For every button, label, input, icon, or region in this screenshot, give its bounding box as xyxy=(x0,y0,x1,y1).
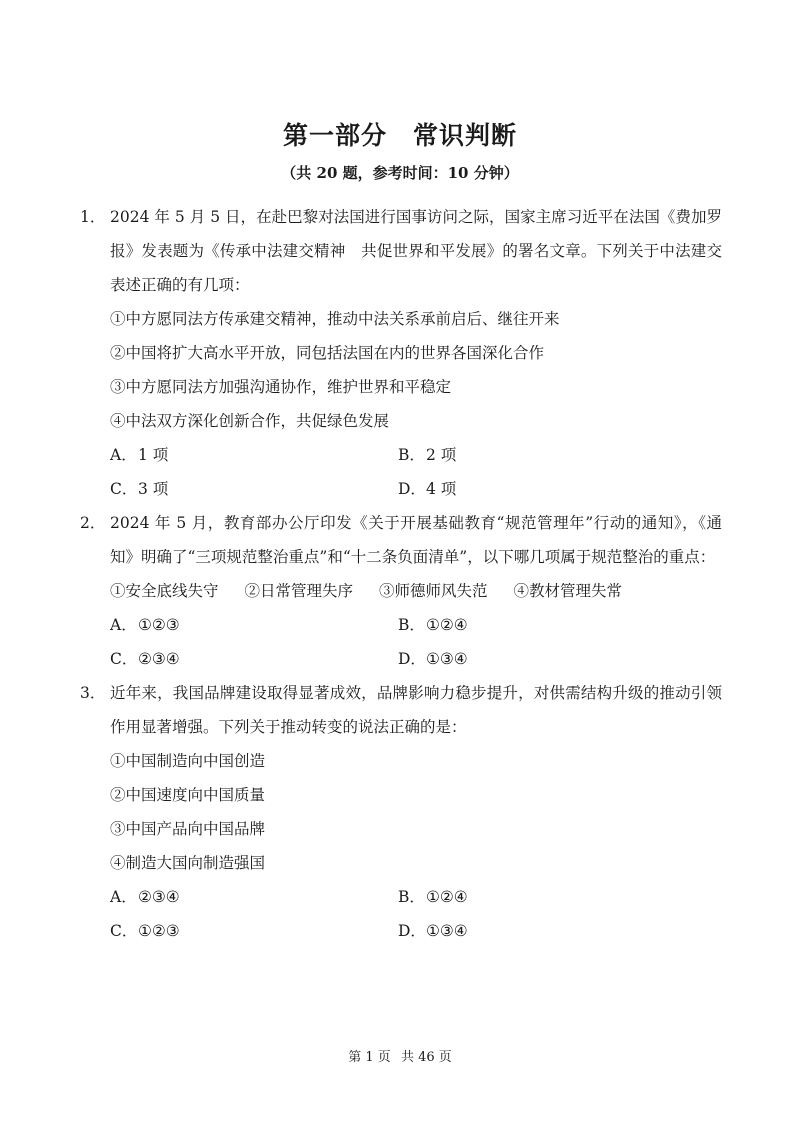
option-letter: A． xyxy=(110,888,137,906)
section-title: 第一部分 常识判断 xyxy=(282,121,517,150)
option-letter: D． xyxy=(398,922,426,940)
option-text: 3 项 xyxy=(138,480,169,498)
question-stem xyxy=(80,200,722,302)
option-text: ①③④ xyxy=(426,650,468,668)
statement-item: ③中方愿同法方加强沟通协作，维护世界和平稳定 xyxy=(110,378,452,396)
option-letter: B． xyxy=(398,446,425,464)
option-a[interactable] xyxy=(110,608,398,642)
option-b[interactable] xyxy=(398,438,686,472)
statement-item: ③中国产品向中国品牌 xyxy=(110,820,266,838)
option-c[interactable] xyxy=(110,642,398,676)
option-d[interactable] xyxy=(398,914,686,948)
option-text: ①②③ xyxy=(138,616,180,634)
statement-item: ④教材管理失常 xyxy=(513,582,623,600)
option-text: ①②④ xyxy=(426,616,468,634)
option-a[interactable] xyxy=(110,438,398,472)
page-total: 共 46 页 xyxy=(400,1050,452,1065)
options-row xyxy=(80,642,722,676)
question-number: 3． xyxy=(80,684,106,702)
options-row xyxy=(80,438,722,472)
option-letter: D． xyxy=(398,650,426,668)
options-row xyxy=(80,880,722,914)
options-row xyxy=(80,472,722,506)
option-text: 2 项 xyxy=(426,446,457,464)
question-number: 2． xyxy=(80,514,106,532)
question-3 xyxy=(80,676,722,948)
option-letter: D． xyxy=(398,480,426,498)
question-number: 1． xyxy=(80,208,106,226)
statement-item: ②中国速度向中国质量 xyxy=(110,786,266,804)
option-text: 1 项 xyxy=(138,446,169,464)
option-letter: B． xyxy=(398,888,425,906)
option-letter: C． xyxy=(110,922,138,940)
page-footer xyxy=(0,1046,800,1065)
question-text: 2024 年 5 月 5 日，在赴巴黎对法国进行国事访问之际，国家主席习近平在法国《费加罗报》发表题为《传承中法建交精神 共促世界和平发展》的署名文章。下列关于中法建交表述正确的有几项： xyxy=(110,208,722,294)
section-subtitle: （共 20 题，参考时间：10 分钟） xyxy=(281,164,519,182)
question-text: 2024 年 5 月，教育部办公厅印发《关于开展基础教育“规范管理年”行动的通知》，《通知》明确了“三项规范整治重点”和“十二条负面清单”，以下哪几项属于规范整治的重点： xyxy=(110,514,722,566)
statement-item: ①中国制造向中国创造 xyxy=(110,752,266,770)
option-d[interactable] xyxy=(398,642,686,676)
option-text: ②③④ xyxy=(138,650,180,668)
question-text: 近年来，我国品牌建设取得显著成效，品牌影响力稳步提升，对供需结构升级的推动引领作用显著增强。下列关于推动转变的说法正确的是： xyxy=(110,684,722,736)
option-text: 4 项 xyxy=(426,480,457,498)
option-text: ①③④ xyxy=(426,922,468,940)
questions-container xyxy=(80,200,722,948)
option-b[interactable] xyxy=(398,608,686,642)
statement-item: ④中法双方深化创新合作，共促绿色发展 xyxy=(110,412,390,430)
statement-item: ②日常管理失序 xyxy=(244,582,354,600)
statement-item: ②中国将扩大高水平开放，同包括法国在内的世界各国深化合作 xyxy=(110,344,545,362)
option-text: ①②④ xyxy=(426,888,468,906)
question-1 xyxy=(80,200,722,506)
option-c[interactable] xyxy=(110,914,398,948)
option-text: ②③④ xyxy=(138,888,180,906)
question-stem xyxy=(80,506,722,574)
statement-item: ①中方愿同法方传承建交精神，推动中法关系承前启后、继往开来 xyxy=(110,310,560,328)
statement-item: ①安全底线失守 xyxy=(110,582,219,600)
option-letter: C． xyxy=(110,480,138,498)
option-letter: B． xyxy=(398,616,425,634)
question-stem xyxy=(80,676,722,744)
options-row xyxy=(80,608,722,642)
option-text: ①②③ xyxy=(138,922,180,940)
option-b[interactable] xyxy=(398,880,686,914)
statement-item: ③师德师风失范 xyxy=(379,582,488,600)
option-c[interactable] xyxy=(110,472,398,506)
option-letter: A． xyxy=(110,446,137,464)
statement-items-row xyxy=(80,574,722,608)
options-row xyxy=(80,914,722,948)
question-2 xyxy=(80,506,722,676)
page-number: 第 1 页 xyxy=(348,1050,391,1065)
option-a[interactable] xyxy=(110,880,398,914)
option-letter: A． xyxy=(110,616,137,634)
statement-item: ④制造大国向制造强国 xyxy=(110,854,266,872)
option-d[interactable] xyxy=(398,472,686,506)
option-letter: C． xyxy=(110,650,138,668)
